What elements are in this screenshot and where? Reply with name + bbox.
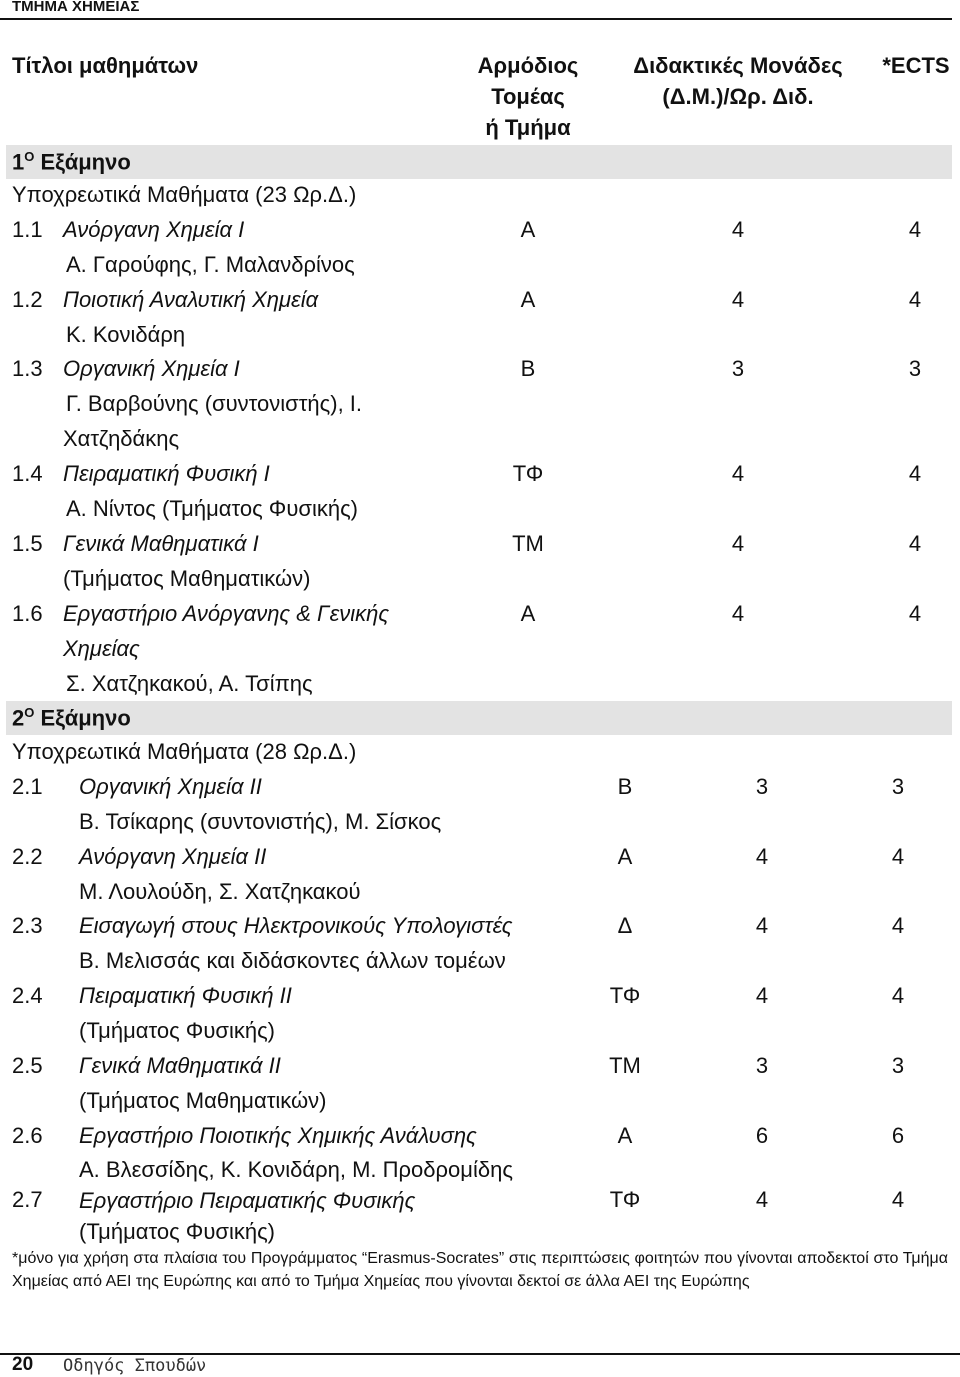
- course-ects: 4: [891, 1187, 905, 1212]
- course-title-cont: Χημείας: [63, 636, 140, 661]
- course-instructors: Κ. Κονιδάρη: [66, 322, 186, 347]
- course-instructors: (Τμήματος Μαθηματικών): [79, 1088, 327, 1113]
- course-title: Ανόργανη Χημεία Ι: [63, 217, 245, 242]
- page-number: 20: [12, 1354, 34, 1375]
- course-instructors: Σ. Χατζηκακού, Α. Τσίπης: [66, 671, 313, 696]
- guide-title: Οδηγός Σπουδών: [63, 1356, 207, 1376]
- semester-2-title: $2^O$ Εξάμηνο: [12, 705, 131, 731]
- course-title: Εργαστήριο Πειραματικής Φυσικής: [79, 1188, 416, 1213]
- course-title: Εργαστήριο Ποιοτικής Χημικής Ανάλυσης: [79, 1123, 477, 1148]
- course-ects: 4: [908, 461, 922, 486]
- course-sector: Β: [520, 356, 536, 381]
- course-code: 2.1: [12, 774, 43, 799]
- course-ects: 4: [908, 217, 922, 242]
- course-instructors: Β. Μελισσάς και διδάσκοντες άλλων τομέων: [79, 948, 506, 973]
- course-code: 2.5: [12, 1053, 43, 1078]
- course-sector: Α: [617, 844, 633, 869]
- course-ects: 4: [908, 287, 922, 312]
- course-sector: ΤΦ: [609, 1187, 641, 1212]
- course-code: 1.1: [12, 217, 43, 242]
- course-sector: ΤΜ: [609, 1053, 641, 1078]
- course-code: 1.6: [12, 601, 43, 626]
- course-instructors: Γ. Βαρβούνης (συντονιστής), Ι.: [66, 391, 363, 416]
- col-sector: Αρμόδιος Τομέας ή Τμήμα: [477, 53, 579, 140]
- course-ects: 3: [908, 356, 922, 381]
- course-ects: 4: [891, 844, 905, 869]
- course-units: 4: [755, 983, 769, 1008]
- course-code: 2.2: [12, 844, 43, 869]
- course-title: Γενικά Μαθηματικά Ι: [63, 531, 259, 556]
- course-units: 4: [755, 1187, 769, 1212]
- course-ects: 3: [891, 774, 905, 799]
- course-title: Οργανική Χημεία Ι: [63, 356, 240, 381]
- course-instructors: Α. Γαρούφης, Γ. Μαλανδρίνος: [66, 252, 355, 277]
- course-title: Ποιοτική Αναλυτική Χημεία: [63, 287, 319, 312]
- course-code: 1.2: [12, 287, 43, 312]
- course-sector: ΤΦ: [512, 461, 544, 486]
- course-sector: ΤΦ: [609, 983, 641, 1008]
- course-ects: 4: [891, 913, 905, 938]
- course-sector: Α: [520, 601, 536, 626]
- course-sector: Δ: [617, 913, 633, 938]
- course-units: 6: [755, 1123, 769, 1148]
- course-units: 4: [731, 287, 745, 312]
- course-sector: Β: [617, 774, 633, 799]
- course-title: Ανόργανη Χημεία ΙΙ: [79, 844, 267, 869]
- course-instructors: Μ. Λουλούδη, Σ. Χατζηκακού: [79, 879, 361, 904]
- course-ects: 4: [908, 531, 922, 556]
- course-code: 2.7: [12, 1187, 43, 1212]
- course-sector: ΤΜ: [512, 531, 544, 556]
- course-instructors: (Τμήματος Φυσικής): [79, 1219, 276, 1244]
- col-titles: Τίτλοι μαθημάτων: [12, 53, 199, 78]
- semester-1-title: $1^O$ Εξάμηνο: [12, 149, 131, 175]
- course-instructors: (Τμήματος Μαθηματικών): [63, 566, 311, 591]
- course-instructors-cont: Χατζηδάκης: [63, 426, 180, 451]
- course-ects: 4: [891, 983, 905, 1008]
- semester-2-required: Υποχρεωτικά Μαθήματα (28 Ωρ.Δ.): [12, 739, 357, 764]
- header-rule: [0, 18, 952, 20]
- semester-1-required: Υποχρεωτικά Μαθήματα (23 Ωρ.Δ.): [12, 182, 357, 207]
- department-header: ΤΜΗΜΑ ΧΗΜΕΙΑΣ: [12, 0, 140, 15]
- course-sector: Α: [520, 287, 536, 312]
- course-instructors: (Τμήματος Φυσικής): [79, 1018, 276, 1043]
- course-units: 3: [755, 1053, 769, 1078]
- course-sector: Α: [520, 217, 536, 242]
- course-code: 2.3: [12, 913, 43, 938]
- course-code: 1.5: [12, 531, 43, 556]
- course-title: Πειραματική Φυσική Ι: [63, 461, 270, 486]
- col-ects: *ECTS: [882, 53, 950, 78]
- course-instructors: Β. Τσίκαρης (συντονιστής), Μ. Σίσκος: [79, 809, 442, 834]
- course-instructors: Α. Βλεσσίδης, Κ. Κονιδάρη, Μ. Προδρομίδης: [79, 1157, 513, 1182]
- course-ects: 6: [891, 1123, 905, 1148]
- course-ects: 4: [908, 601, 922, 626]
- course-units: 4: [755, 844, 769, 869]
- footer-rule: [0, 1353, 960, 1355]
- course-title: Εργαστήριο Ανόργανης & Γενικής: [63, 601, 390, 626]
- course-units: 4: [731, 531, 745, 556]
- course-title: Εισαγωγή στους Ηλεκτρονικούς Υπολογιστές: [79, 913, 513, 938]
- course-units: 4: [755, 913, 769, 938]
- course-ects: 3: [891, 1053, 905, 1078]
- course-code: 1.4: [12, 461, 43, 486]
- course-units: 4: [731, 461, 745, 486]
- course-code: 2.6: [12, 1123, 43, 1148]
- course-sector: Α: [617, 1123, 633, 1148]
- col-units: Διδακτικές Μονάδες (Δ.Μ.)/Ωρ. Διδ.: [633, 53, 843, 109]
- course-code: 2.4: [12, 983, 43, 1008]
- course-units: 3: [731, 356, 745, 381]
- course-units: 4: [731, 217, 745, 242]
- semester-1-band: [6, 145, 952, 179]
- course-units: 4: [731, 601, 745, 626]
- course-title: Οργανική Χημεία ΙΙ: [79, 774, 262, 799]
- course-title: Γενικά Μαθηματικά ΙΙ: [79, 1053, 281, 1078]
- semester-2-band: [6, 701, 952, 735]
- course-code: 1.3: [12, 356, 43, 381]
- ects-footnote: *μόνο για χρήση στα πλαίσια του Προγράμματος “Erasmus-Socrates” στις περιπτώσεις φοιτητών που γίνονται αποδεκτοί στο Τμήμα Χημείας από ΑΕΙ της Ευρώπης και από το Τμήμα Χημείας που γίνονται δεκτοί σε άλλα ΑΕΙ της Ευρώπης: [12, 1250, 948, 1290]
- course-instructors: Α. Νίντος (Τμήματος Φυσικής): [66, 496, 359, 521]
- course-units: 3: [755, 774, 769, 799]
- course-title: Πειραματική Φυσική ΙΙ: [79, 983, 292, 1008]
